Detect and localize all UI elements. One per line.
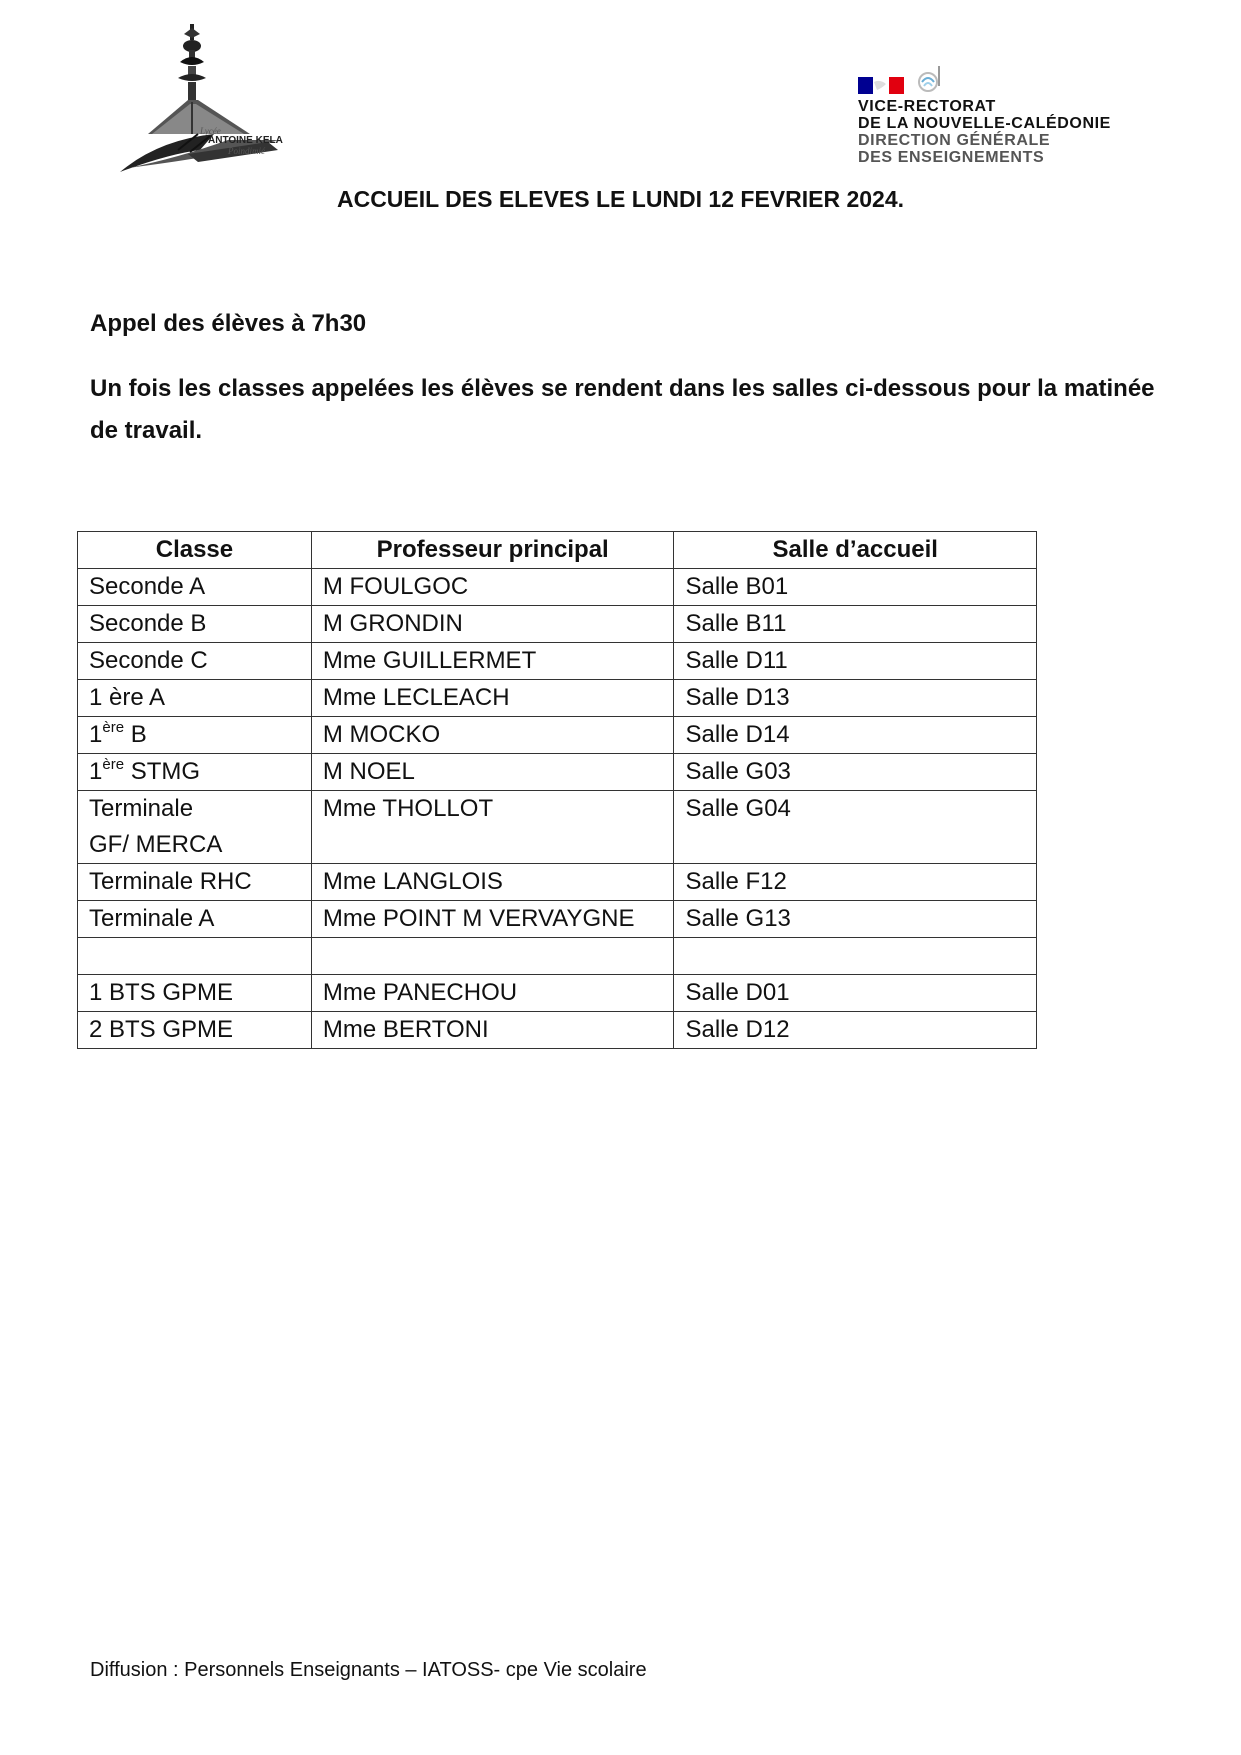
- cell-classe: Seconde C: [78, 643, 312, 680]
- column-header-professeur: Professeur principal: [311, 532, 674, 569]
- table-row: [78, 643, 1037, 680]
- cell-salle: Salle F12: [674, 864, 1037, 901]
- roll-call-time: Appel des élèves à 7h30: [90, 310, 367, 337]
- cell-classe: Seconde B: [78, 606, 312, 643]
- table-row: [78, 1012, 1037, 1049]
- cell-professeur: Mme LECLEACH: [311, 680, 674, 717]
- cell-salle: Salle G04: [674, 791, 1037, 864]
- cell-classe: [78, 938, 312, 975]
- table-row: [78, 680, 1037, 717]
- class-level: 1: [89, 721, 103, 748]
- cell-salle: Salle B01: [674, 569, 1037, 606]
- cell-professeur: Mme LANGLOIS: [311, 864, 674, 901]
- cell-professeur: Mme POINT M VERVAYGNE: [311, 901, 674, 938]
- table-row: [78, 975, 1037, 1012]
- cell-salle: Salle D13: [674, 680, 1037, 717]
- cell-professeur: Mme THOLLOT: [311, 791, 674, 864]
- cell-classe: Seconde A: [78, 569, 312, 606]
- table-row: [78, 864, 1037, 901]
- cell-salle: [674, 938, 1037, 975]
- cell-classe: [78, 754, 312, 791]
- logo-text-lycee: Lycée: [200, 126, 221, 136]
- table-row: [78, 754, 1037, 791]
- diffusion-footer: Diffusion : Personnels Enseignants – IATOSS- cpe Vie scolaire: [90, 1659, 647, 1681]
- room-assignment-table: [77, 531, 1037, 1049]
- class-level: 1: [89, 758, 103, 785]
- cell-classe: 2 BTS GPME: [78, 1012, 312, 1049]
- table-row: [78, 606, 1037, 643]
- cell-classe: [78, 717, 312, 754]
- class-level-suffix: ère: [102, 719, 125, 736]
- table-header-row: [78, 532, 1037, 569]
- authority-line-3: DIRECTION GÉNÉRALE: [858, 132, 1051, 149]
- authority-line-4: DES ENSEIGNEMENTS: [858, 149, 1045, 166]
- nouvelle-caledonie-emblem-icon: [914, 64, 946, 94]
- school-logo: [118, 22, 318, 182]
- cell-salle: Salle D14: [674, 717, 1037, 754]
- cell-salle: Salle D01: [674, 975, 1037, 1012]
- cell-professeur: M FOULGOC: [311, 569, 674, 606]
- cell-salle: Salle G03: [674, 754, 1037, 791]
- class-name-wrapped: Terminale GF/ MERCA: [89, 795, 223, 858]
- cell-salle: Salle G13: [674, 901, 1037, 938]
- cell-classe: 1 ère A: [78, 680, 312, 717]
- cell-classe: Terminale A: [78, 901, 312, 938]
- cell-salle: Salle D11: [674, 643, 1037, 680]
- cell-professeur: Mme GUILLERMET: [311, 643, 674, 680]
- cell-classe: Terminale RHC: [78, 864, 312, 901]
- cell-salle: Salle B11: [674, 606, 1037, 643]
- table-row-empty: [78, 938, 1037, 975]
- logo-text-school-name: ANTOINE KELA: [208, 135, 283, 146]
- vice-rectorat-logo: [858, 64, 1138, 174]
- class-level-suffix: ère: [102, 756, 125, 773]
- authority-line-1: VICE-RECTORAT: [858, 98, 996, 115]
- cell-professeur: Mme PANECHOU: [311, 975, 674, 1012]
- class-section: B: [124, 721, 147, 748]
- lycee-antoine-kela-logo-icon: [118, 22, 318, 182]
- table-row: [78, 717, 1037, 754]
- class-section: STMG: [124, 758, 201, 785]
- table-row: [78, 569, 1037, 606]
- instructions-paragraph: Un fois les classes appelées les élèves se rendent dans les salles ci-dessous pour la matinée de travail.: [90, 375, 1155, 444]
- logo-text-town: Poindimié: [228, 146, 265, 156]
- cell-professeur: [311, 938, 674, 975]
- document-title: ACCUEIL DES ELEVES LE LUNDI 12 FEVRIER 2024.: [336, 186, 905, 212]
- cell-professeur: M NOEL: [311, 754, 674, 791]
- cell-classe: [78, 791, 312, 864]
- cell-salle: Salle D12: [674, 1012, 1037, 1049]
- authority-line-2: DE LA NOUVELLE-CALÉDONIE: [858, 115, 1111, 132]
- cell-professeur: M MOCKO: [311, 717, 674, 754]
- cell-professeur: M GRONDIN: [311, 606, 674, 643]
- cell-classe: 1 BTS GPME: [78, 975, 312, 1012]
- column-header-salle: Salle d’accueil: [674, 532, 1037, 569]
- table-row: [78, 901, 1037, 938]
- column-header-classe: Classe: [78, 532, 312, 569]
- table-row: [78, 791, 1037, 864]
- republique-francaise-flag-icon: [858, 77, 904, 94]
- cell-professeur: Mme BERTONI: [311, 1012, 674, 1049]
